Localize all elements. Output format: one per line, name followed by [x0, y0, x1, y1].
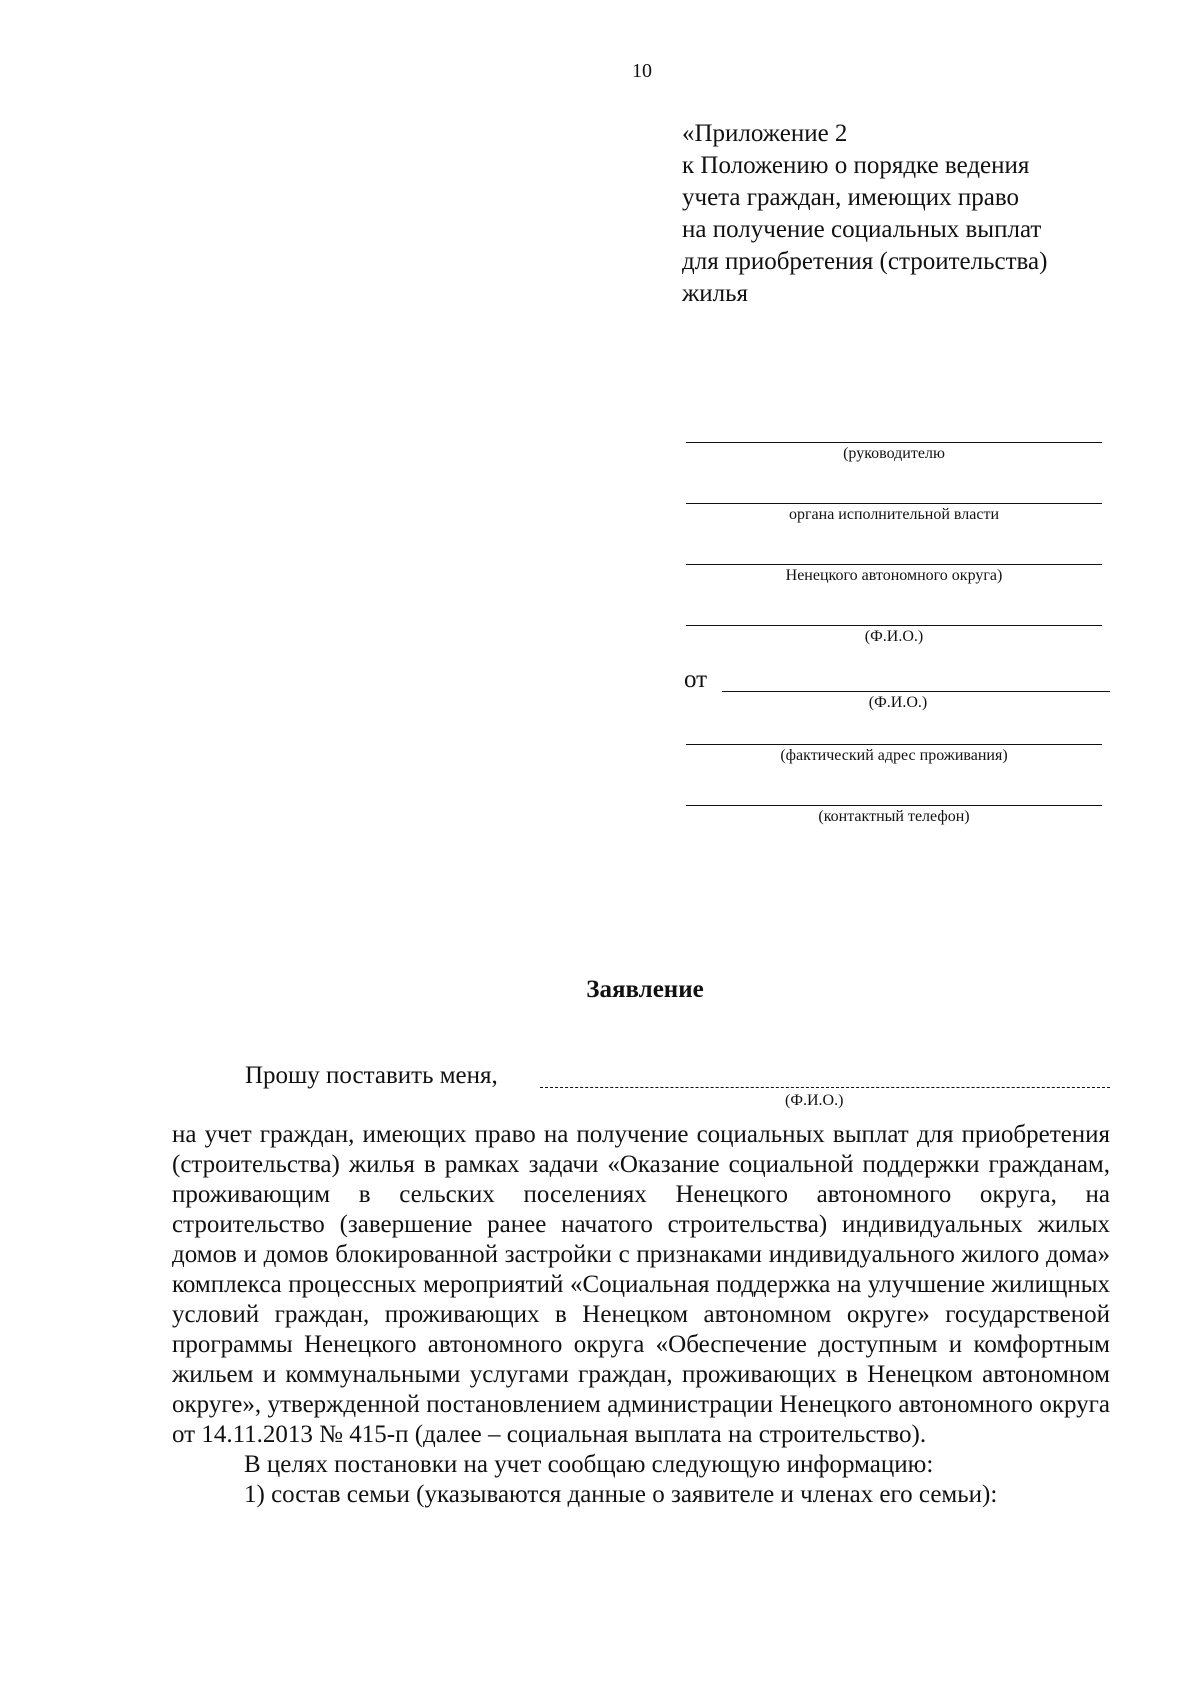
fill-in-line[interactable] [686, 625, 1102, 626]
field-caption: (Ф.И.О.) [785, 1092, 844, 1109]
addressee-field-region [686, 564, 1102, 585]
body-paragraph: 1) состав семьи (указываются данные о заявителе и членах его семьи): [244, 1481, 998, 1508]
request-lead-text: Прошу поставить меня, [245, 1062, 498, 1089]
fill-in-line[interactable] [686, 805, 1102, 806]
fill-in-line[interactable] [686, 503, 1102, 504]
appendix-line: учета граждан, имеющих право [682, 184, 1020, 211]
field-caption: (руководителю [843, 445, 945, 462]
applicant-phone-field [686, 805, 1102, 826]
body-paragraph: В целях постановки на учет сообщаю следующую информацию: [244, 1451, 934, 1478]
addressee-field-name [686, 625, 1102, 646]
document-title: Заявление [586, 976, 704, 1003]
field-caption: органа исполнительной власти [788, 506, 1000, 523]
application-body [172, 1120, 1110, 1510]
field-caption: Ненецкого автономного округа) [785, 567, 1003, 584]
appendix-line: на получение социальных выплат [682, 216, 1042, 243]
applicant-address-field [686, 744, 1102, 765]
request-line [245, 1062, 1115, 1109]
fill-in-line[interactable] [540, 1087, 1110, 1088]
field-caption: (контактный телефон) [818, 808, 970, 825]
field-caption: (Ф.И.О.) [868, 694, 928, 711]
field-caption: (Ф.И.О.) [864, 628, 924, 645]
fill-in-line[interactable] [686, 564, 1102, 565]
appendix-line: для приобретения (строительства) [682, 248, 1048, 275]
appendix-header [682, 118, 1122, 310]
appendix-line: к Положению о порядке ведения [682, 152, 1030, 179]
addressee-field-head [686, 442, 1102, 463]
fill-in-line[interactable] [686, 442, 1102, 443]
addressee-field-authority [686, 503, 1102, 524]
appendix-line: «Приложение 2 [682, 120, 848, 147]
fill-in-line[interactable] [686, 744, 1102, 745]
from-label: от [684, 666, 708, 693]
field-caption: (фактический адрес проживания) [780, 747, 1008, 764]
fill-in-line[interactable] [722, 691, 1110, 692]
appendix-line: жилья [682, 280, 749, 307]
page-number: 10 [632, 60, 652, 82]
body-paragraph: на учет граждан, имеющих право на получение социальных выплат для приобретения (строительства) жилья в рамках задачи «Оказание социальной поддержки гражданам, проживающим в сельских поселениях Ненецкого автономного округа, на строительство (завершение ранее начатого строительства) индивидуальных жилых домов и домов блокированной застройки с признаками индивидуального жилого дома» комплекса процессных мероприятий «Социальная поддержка на улучшение жилищных условий граждан, проживающих в Ненецком автономном округе» государственой программы Ненецкого автономного округа «Обеспечение доступным и комфортным жильем и коммунальными услугами граждан, проживающих в Ненецком автономном округе», утвержденной постановлением администрации Ненецкого автономного округа от 14.11.2013 № 415-п (далее – социальная выплата на строительство). [172, 1121, 1110, 1448]
